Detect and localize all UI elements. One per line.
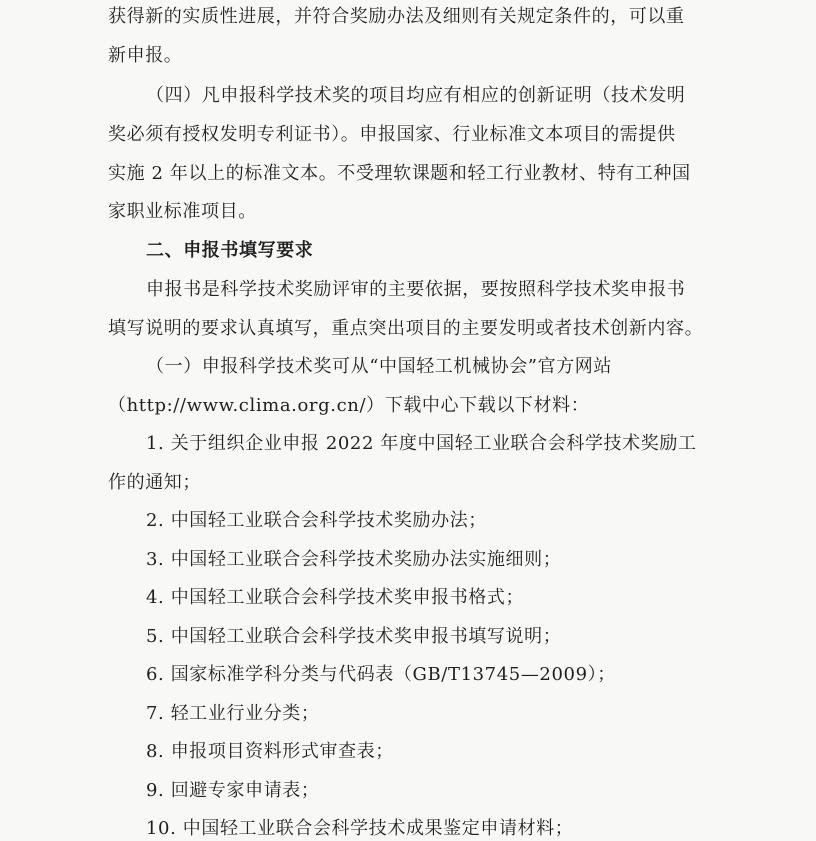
list-item: 3. 中国轻工业联合会科学技术奖励办法实施细则； (146, 549, 562, 570)
list-item: 7. 轻工业行业分类； (146, 703, 320, 724)
list-item: 9. 回避专家申请表； (146, 780, 320, 801)
paragraph-line: 获得新的实质性进展，并符合奖励办法及细则有关规定条件的，可以重 (108, 6, 685, 27)
paragraph-line: 填写说明的要求认真填写，重点突出项目的主要发明或者技术创新内容。 (108, 318, 704, 339)
list-item: 10. 中国轻工业联合会科学技术成果鉴定申请材料； (146, 818, 574, 839)
list-item-continuation: 作的通知； (108, 472, 201, 493)
list-item: 4. 中国轻工业联合会科学技术奖申报书格式； (146, 587, 525, 608)
list-item: 1. 关于组织企业申报 2022 年度中国轻工业联合会科学技术奖励工 (146, 433, 697, 454)
list-item: 2. 中国轻工业联合会科学技术奖励办法； (146, 510, 487, 531)
paragraph-line: （一）申报科学技术奖可从“中国轻工机械协会”官方网站 (146, 356, 613, 377)
paragraph-line: 家职业标准项目。 (108, 201, 257, 222)
paragraph-line: （http://www.clima.org.cn/）下载中心下载以下材料： (108, 395, 590, 416)
list-item: 6. 国家标准学科分类与代码表（GB/T13745—2009）； (146, 664, 616, 685)
paragraph-line: 申报书是科学技术奖励评审的主要依据，要按照科学技术奖申报书 (146, 279, 686, 300)
paragraph-line: 实施 2 年以上的标准文本。不受理软课题和轻工行业教材、特有工种国 (108, 163, 691, 184)
list-item: 8. 申报项目资料形式审查表； (146, 741, 394, 762)
section-heading: 二、申报书填写要求 (146, 240, 314, 261)
paragraph-line: 奖必须有授权发明专利证书）。申报国家、行业标准文本项目的需提供 (108, 124, 676, 145)
list-item: 5. 中国轻工业联合会科学技术奖申报书填写说明； (146, 626, 562, 647)
paragraph-line: （四）凡申报科学技术奖的项目均应有相应的创新证明（技术发明 (146, 85, 686, 106)
paragraph-line: 新申报。 (108, 45, 183, 66)
